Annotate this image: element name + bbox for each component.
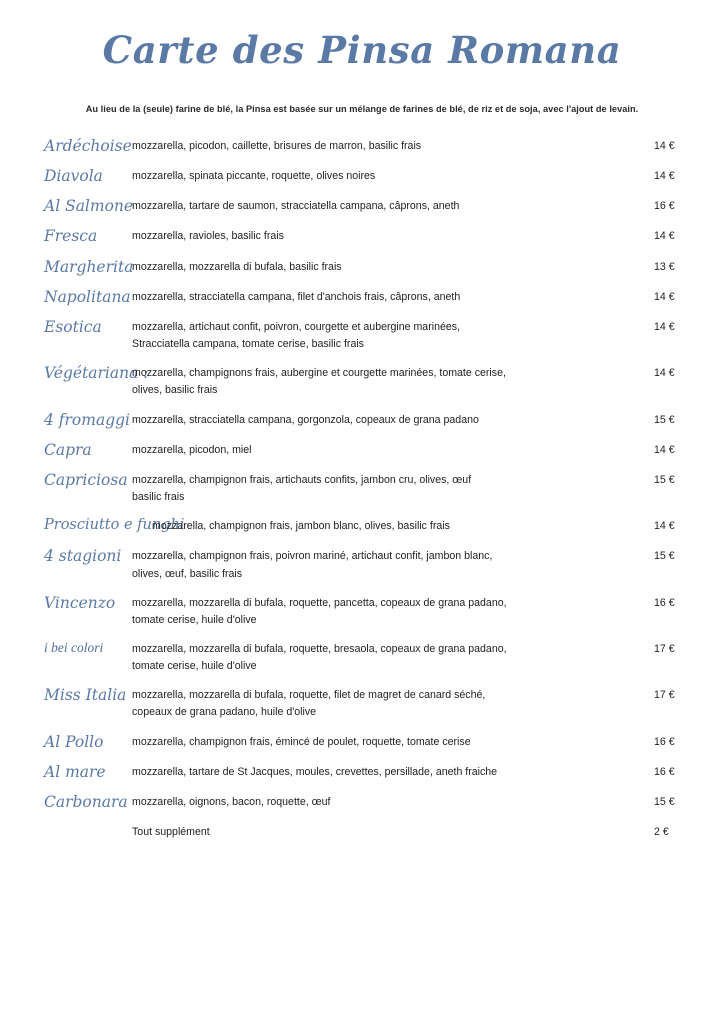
menu-item-price: 17 € bbox=[654, 689, 675, 702]
menu-item-row bbox=[0, 412, 724, 429]
menu-item-name: Prosciutto e funghi bbox=[44, 517, 185, 534]
menu-item-row bbox=[0, 641, 724, 675]
menu-item-description-line: mozzarella, champignons frais, aubergine et courgette marinées, tomate cerise, bbox=[132, 367, 506, 380]
menu-item-name: 4 stagioni bbox=[44, 547, 122, 566]
menu-item-description bbox=[132, 794, 650, 811]
menu-subtitle: Au lieu de la (seule) farine de blé, la Pinsa est basée sur un mélange de farines de blé, de riz et de soja, avec l'ajout de levain. bbox=[85, 104, 639, 114]
menu-item-description bbox=[132, 289, 650, 306]
menu-item-description-line: mozzarella, picodon, caillette, brisures de marron, basilic frais bbox=[132, 140, 422, 152]
menu-item-name: Miss Italia bbox=[44, 686, 127, 705]
menu-item-price: 2 € bbox=[654, 826, 669, 839]
menu-item-description-line: mozzarella, champignon frais, jambon blanc, olives, basilic frais bbox=[152, 520, 450, 533]
menu-item-name: 4 fromaggi bbox=[44, 410, 131, 429]
menu-item-description bbox=[132, 365, 650, 399]
menu-item-price: 15 € bbox=[654, 413, 675, 426]
menu-item-row bbox=[0, 518, 724, 535]
menu-item-price: 14 € bbox=[654, 443, 675, 456]
menu-item-description-line: tomate cerise, huile d'olive bbox=[132, 660, 257, 673]
menu-item-description bbox=[132, 824, 650, 841]
menu-item-description-line: olives, œuf, basilic frais bbox=[132, 567, 243, 580]
menu-item-row bbox=[0, 228, 724, 245]
menu-item-price: 14 € bbox=[654, 140, 675, 152]
menu-item-description bbox=[132, 548, 650, 582]
menu-item-description-line: mozzarella, stracciatella campana, gorgonzola, copeaux de grana padano bbox=[132, 413, 479, 426]
menu-item-price: 14 € bbox=[654, 290, 675, 303]
menu-item-price: 16 € bbox=[654, 596, 675, 609]
menu-item-name: Capra bbox=[44, 440, 92, 459]
menu-item-description bbox=[132, 412, 650, 429]
menu-item-description-line: tomate cerise, huile d'olive bbox=[132, 613, 257, 626]
menu-item-price: 16 € bbox=[654, 735, 675, 748]
menu-item-description bbox=[132, 168, 650, 185]
menu-item-description bbox=[132, 138, 650, 155]
menu-item-description bbox=[132, 472, 650, 506]
menu-item-price: 14 € bbox=[654, 367, 675, 380]
menu-item-name: Diavola bbox=[44, 167, 103, 186]
menu-item-description-line: mozzarella, mozzarella di bufala, roquette, bresaola, copeaux de grana padano, bbox=[132, 642, 507, 655]
menu-item-description-line: mozzarella, champignon frais, poivron mariné, artichaut confit, jambon blanc, bbox=[132, 550, 493, 563]
menu-item-row bbox=[0, 138, 724, 155]
menu-item-row bbox=[0, 259, 724, 276]
menu-item-price: 14 € bbox=[654, 320, 675, 333]
menu-item-row bbox=[0, 365, 724, 399]
menu-item-row bbox=[0, 168, 724, 185]
menu-item-description-line: mozzarella, mozzarella di bufala, roquette, filet de magret de canard séché, bbox=[132, 689, 486, 702]
menu-item-price: 15 € bbox=[654, 795, 675, 808]
menu-item-description-line: copeaux de grana padano, huile d'olive bbox=[132, 706, 317, 719]
menu-item-name: Al mare bbox=[44, 762, 106, 781]
menu-item-name: Carbonara bbox=[44, 792, 128, 811]
menu-item-description-line: mozzarella, oignons, bacon, roquette, œuf bbox=[132, 795, 331, 808]
menu-item-price: 15 € bbox=[654, 473, 675, 486]
menu-item-row bbox=[0, 548, 724, 582]
menu-item-description-line: mozzarella, artichaut confit, poivron, courgette et aubergine marinées, bbox=[132, 320, 460, 333]
menu-item-description-line: basilic frais bbox=[132, 491, 185, 504]
menu-item-description-line: mozzarella, champignon frais, artichauts confits, jambon cru, olives, œuf bbox=[132, 473, 472, 486]
menu-item-description bbox=[132, 734, 650, 751]
menu-item-description-line: mozzarella, mozzarella di bufala, basilic frais bbox=[132, 260, 342, 273]
menu-item-description bbox=[132, 595, 650, 629]
menu-item-description bbox=[132, 764, 650, 781]
menu-item-price: 17 € bbox=[654, 642, 675, 655]
menu-item-price: 14 € bbox=[654, 230, 675, 243]
menu-item-description bbox=[132, 259, 650, 276]
menu-item-row bbox=[0, 734, 724, 751]
menu-item-row bbox=[0, 319, 724, 353]
menu-item-name: Ardéchoise bbox=[44, 137, 132, 155]
menu-item-name: Al Salmone bbox=[44, 197, 134, 216]
menu-item-name: Napolitana bbox=[44, 287, 131, 306]
menu-item-name: Fresca bbox=[44, 227, 98, 246]
menu-item-description bbox=[132, 198, 650, 215]
menu-item-row bbox=[0, 289, 724, 306]
menu-item-price: 14 € bbox=[654, 170, 675, 183]
menu-item-row bbox=[0, 472, 724, 506]
menu-item-description-line: mozzarella, ravioles, basilic frais bbox=[132, 230, 284, 243]
menu-item-description-line: mozzarella, champignon frais, émincé de poulet, roquette, tomate cerise bbox=[132, 735, 471, 748]
menu-item-description bbox=[132, 319, 650, 353]
menu-item-name: Végétariana : bbox=[44, 364, 149, 383]
menu-item-row bbox=[0, 198, 724, 215]
menu-item-row bbox=[0, 764, 724, 781]
menu-item-description bbox=[132, 228, 650, 245]
menu-item-description-line: mozzarella, picodon, miel bbox=[132, 443, 252, 456]
menu-item-price: 15 € bbox=[654, 550, 675, 563]
menu-item-price: 16 € bbox=[654, 765, 675, 778]
menu-item-price: 13 € bbox=[654, 260, 675, 273]
menu-item-description-line: Stracciatella campana, tomate cerise, basilic frais bbox=[132, 338, 364, 351]
menu-item-price: 14 € bbox=[654, 520, 675, 533]
menu-item-description-line: Tout supplément bbox=[132, 826, 210, 839]
menu-item-row bbox=[0, 595, 724, 629]
menu-item-description bbox=[152, 518, 650, 535]
menu-item-name: Al Pollo bbox=[44, 732, 104, 751]
menu-item-name: i bei colori bbox=[44, 639, 104, 655]
menu-item-description-line: mozzarella, tartare de saumon, stracciatella campana, câprons, aneth bbox=[132, 200, 460, 213]
menu-item-row bbox=[0, 794, 724, 811]
menu-item-description-line: mozzarella, mozzarella di bufala, roquette, pancetta, copeaux de grana padano, bbox=[132, 596, 507, 609]
menu-item-row bbox=[0, 442, 724, 459]
menu-item-description-line: olives, basilic frais bbox=[132, 384, 218, 397]
menu-item-name: Capriciosa bbox=[44, 470, 128, 489]
page-title: Carte des Pinsa Romana bbox=[102, 28, 622, 72]
menu-item-name: Margherita bbox=[44, 257, 134, 276]
menu-item-row bbox=[0, 687, 724, 721]
menu-item-description bbox=[132, 641, 650, 675]
menu-item-description-line: mozzarella, tartare de St Jacques, moules, crevettes, persillade, aneth fraiche bbox=[132, 765, 498, 778]
menu-item-description bbox=[132, 687, 650, 721]
menu-item-price: 16 € bbox=[654, 200, 675, 213]
menu-item-description-line: mozzarella, stracciatella campana, filet d'anchois frais, câprons, aneth bbox=[132, 290, 461, 303]
menu-item-description bbox=[132, 442, 650, 459]
menu-item-name: Esotica bbox=[44, 317, 102, 336]
menu-item-list bbox=[0, 138, 724, 854]
menu-item-name: Vincenzo bbox=[44, 593, 116, 612]
menu-item-row bbox=[0, 824, 724, 841]
menu-item-description-line: mozzarella, spinata piccante, roquette, olives noires bbox=[132, 170, 376, 183]
